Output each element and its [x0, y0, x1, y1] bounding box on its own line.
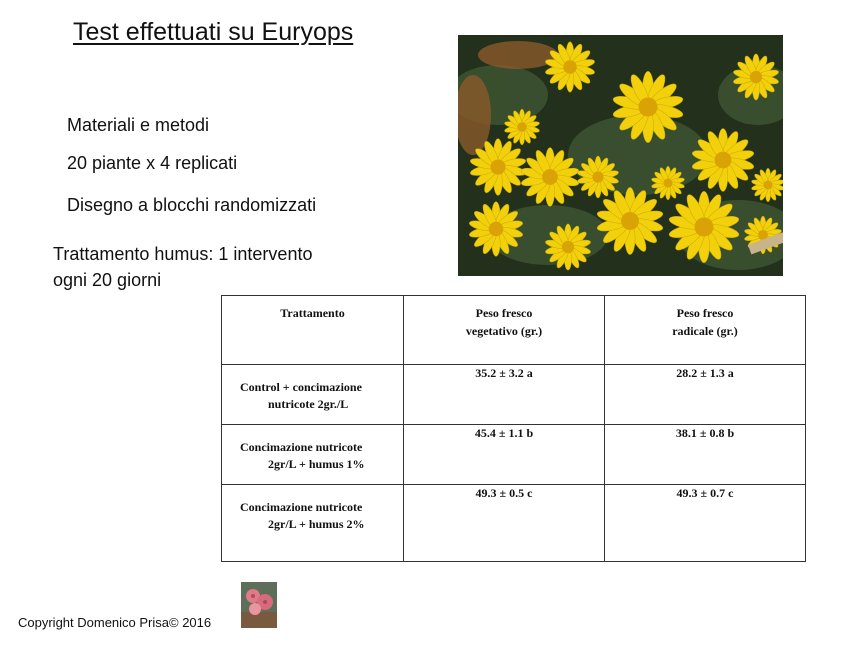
daisy-photo-drawing: [458, 35, 783, 276]
design-line: Disegno a blocchi randomizzati: [67, 195, 317, 215]
yellow-daisy-photo: [458, 35, 783, 276]
copyright-text: Copyright Domenico Prisa© 2016: [18, 615, 212, 630]
thumbnail-drawing: [241, 582, 277, 628]
row-label: Concimazione nutricote 2gr/L + humus 1%: [222, 425, 404, 485]
root-value: 38.1 ± 0.8 b: [605, 425, 806, 485]
materials-line: Materiali e metodi: [67, 115, 210, 135]
table-row: [222, 485, 806, 562]
row-label: Concimazione nutricote 2gr/L + humus 2%: [222, 485, 404, 562]
pink-flower-thumbnail: [241, 582, 277, 628]
plants-line: 20 piante x 4 replicati: [67, 153, 238, 173]
treatment-line-1: Trattamento humus: 1 intervento: [53, 244, 313, 264]
slide-title: Test effettuati su Euryops: [73, 18, 354, 46]
table-header-row: [222, 296, 806, 365]
vegetative-value: 49.3 ± 0.5 c: [404, 485, 605, 562]
row-label: Control + concimazione nutricote 2gr./L: [222, 365, 404, 425]
treatment-line-2: ogni 20 giorni: [53, 270, 162, 290]
header-treatment: Trattamento: [222, 296, 404, 365]
treatment-text: [53, 241, 373, 293]
table-row: [222, 365, 806, 425]
results-table: [221, 295, 806, 562]
table-row: [222, 425, 806, 485]
header-root-weight: Peso fresco radicale (gr.): [605, 296, 806, 365]
vegetative-value: 35.2 ± 3.2 a: [404, 365, 605, 425]
root-value: 49.3 ± 0.7 c: [605, 485, 806, 562]
root-value: 28.2 ± 1.3 a: [605, 365, 806, 425]
header-vegetative-weight: Peso fresco vegetativo (gr.): [404, 296, 605, 365]
vegetative-value: 45.4 ± 1.1 b: [404, 425, 605, 485]
